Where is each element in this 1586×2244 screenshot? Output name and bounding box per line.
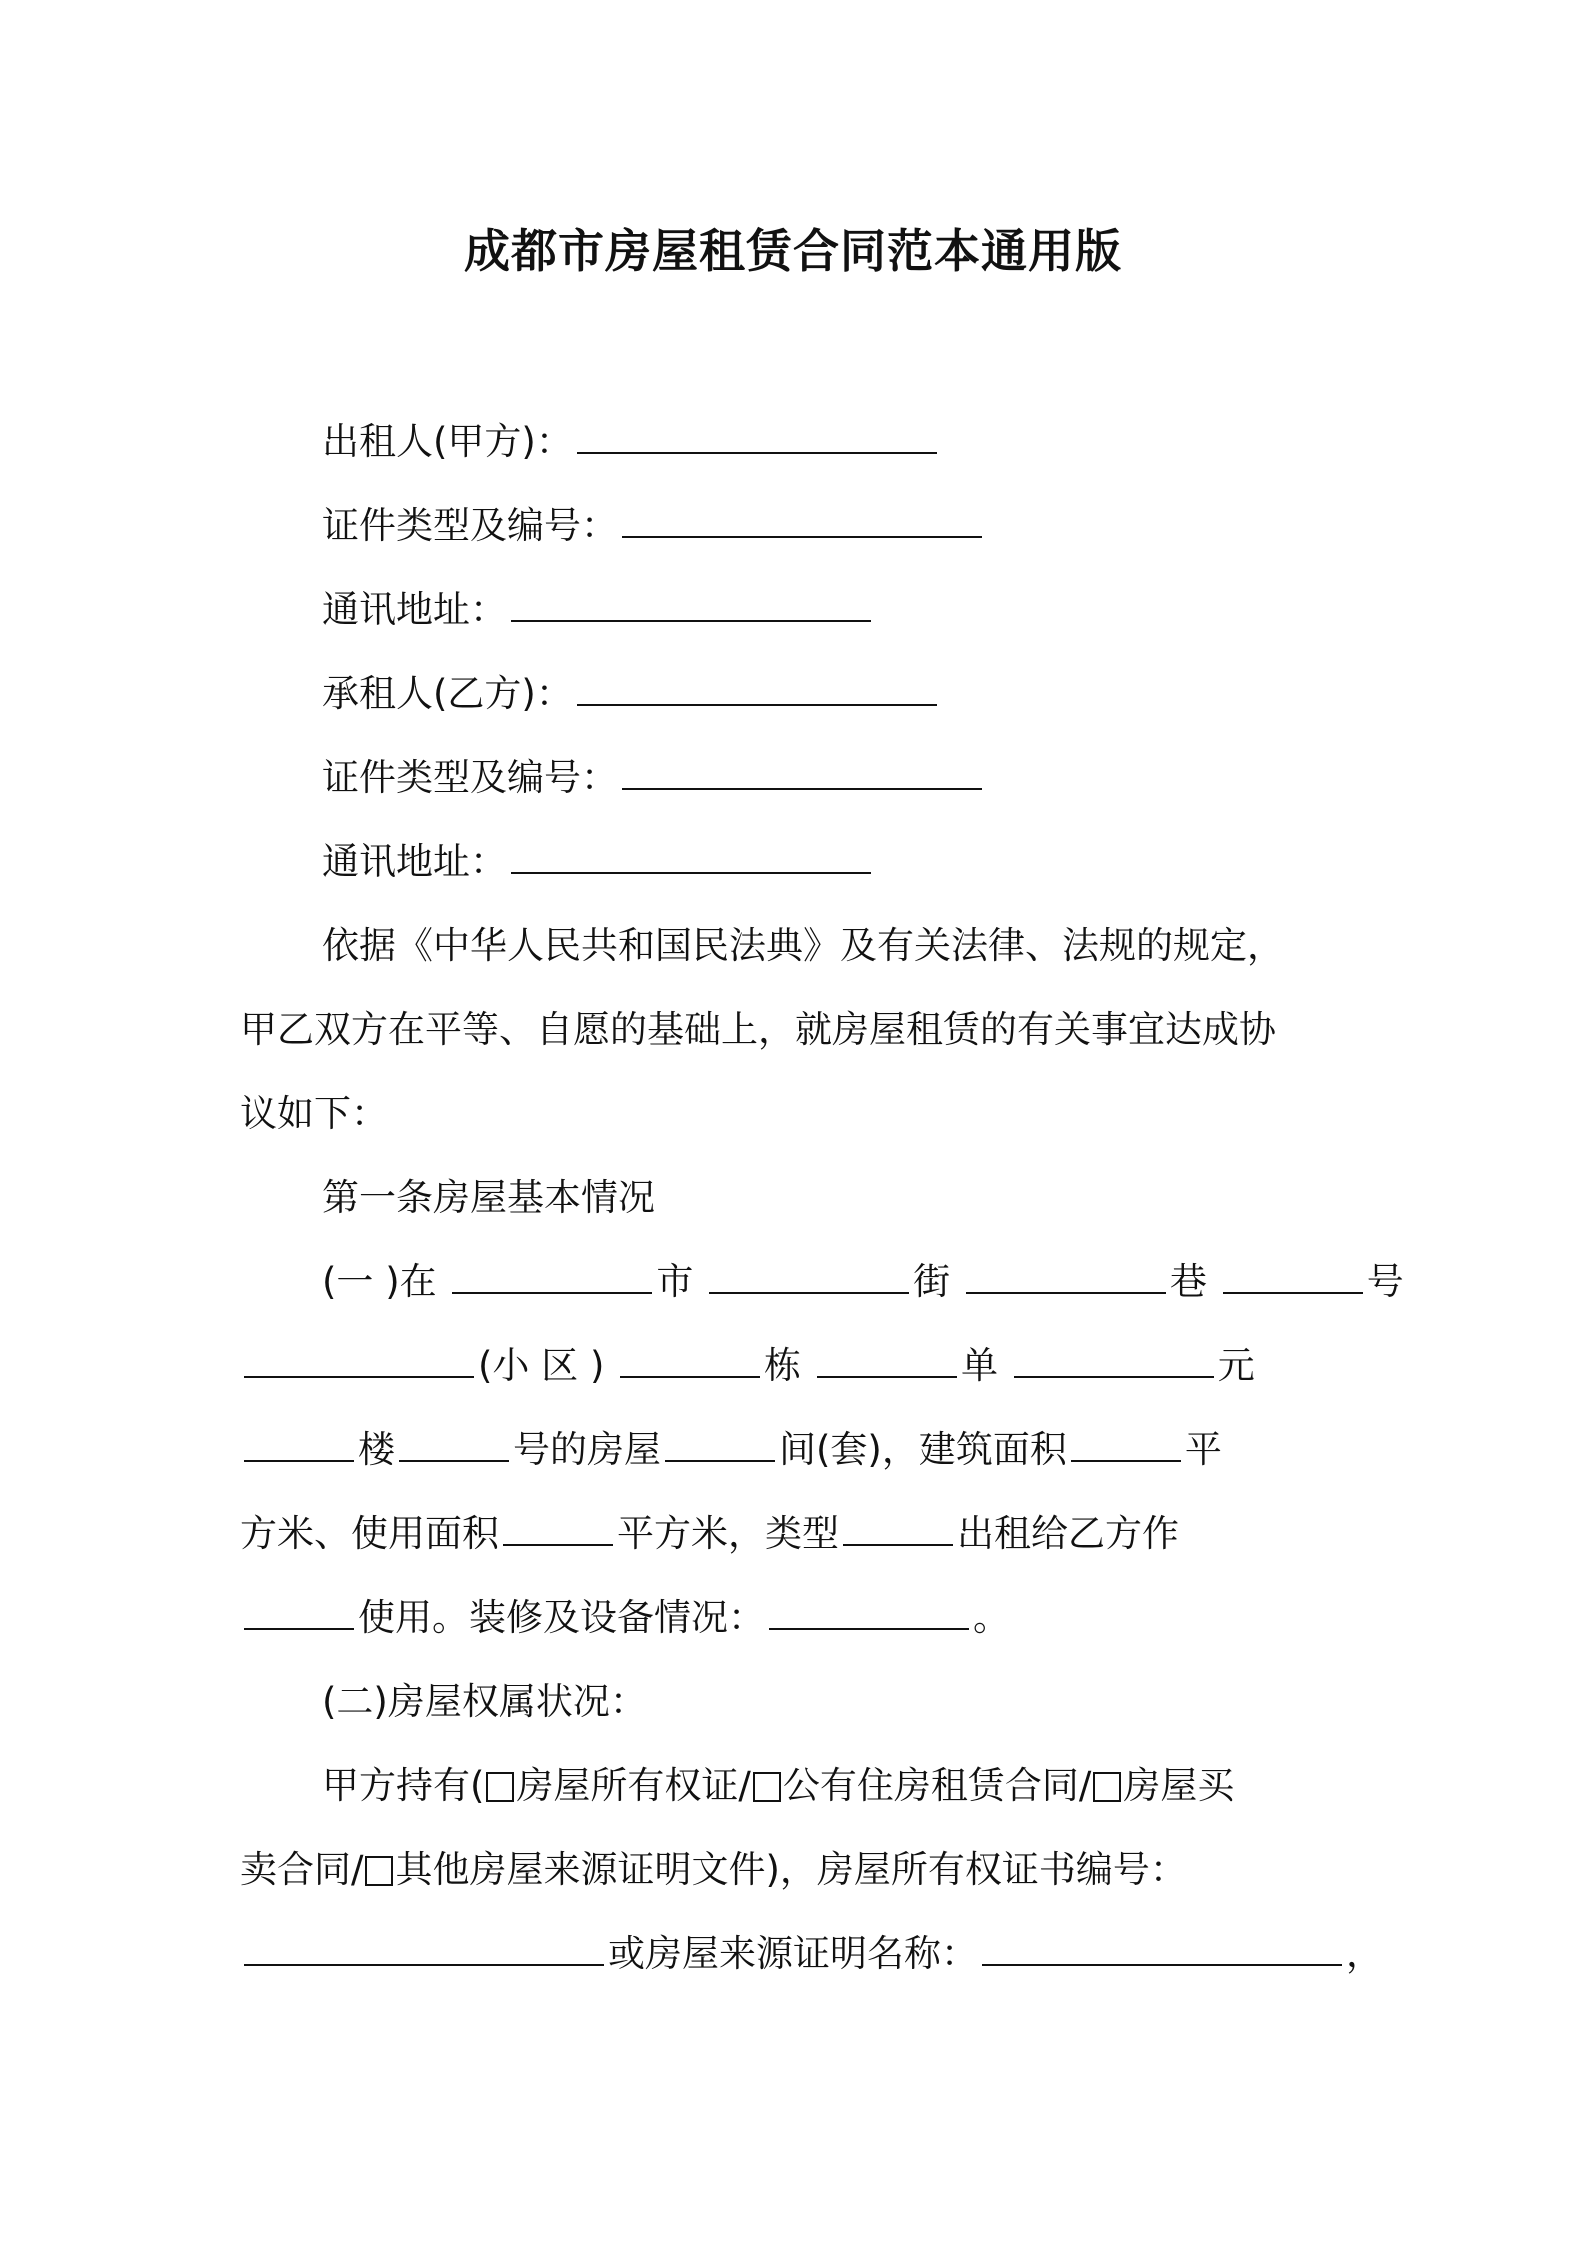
preamble-line-1: 依据《中华人民共和国民法典》及有关法律、法规的规定， (322, 924, 1284, 967)
floor-blank (244, 1423, 354, 1462)
room-number-blank (399, 1423, 509, 1462)
yuan-label: 元 (1217, 1344, 1255, 1387)
contract-body (240, 400, 1404, 1996)
sqm-type-label: 平方米，类型 (617, 1512, 839, 1555)
checkbox-sale-contract[interactable] (1093, 1772, 1121, 1802)
city-blank (452, 1255, 652, 1294)
clause-1-line-2 (240, 1324, 1360, 1408)
opt-public-housing: 公有住房租赁合同/ (782, 1764, 1092, 1807)
party-b-name-blank (577, 667, 937, 706)
party-a-name-blank (577, 415, 937, 454)
party-b-id-line (240, 736, 1360, 820)
party-a-id-label: 证件类型及编号： (322, 504, 618, 547)
party-b-line (240, 652, 1360, 736)
opt-other-source: 其他房屋来源证明文件)，房屋所有权证书编号： (395, 1848, 1187, 1891)
lane-label: 巷 (1169, 1260, 1207, 1303)
city-label: 市 (656, 1260, 694, 1303)
party-a-id-line (240, 484, 1360, 568)
party-b-id-blank (622, 751, 982, 790)
party-a-address-label: 通讯地址： (322, 588, 507, 631)
number-label: 号 (1366, 1260, 1404, 1303)
party-b-address-label: 通讯地址： (322, 840, 507, 883)
use-area-blank (503, 1507, 613, 1546)
preamble-line-3: 议如下： (240, 1092, 388, 1135)
unit-label: 单 (960, 1344, 998, 1387)
period-label: 。 (973, 1596, 1010, 1639)
source-name-blank (982, 1927, 1342, 1966)
type-blank (843, 1507, 953, 1546)
preamble-line-2: 甲乙双方在平等、自愿的基础上，就房屋租赁的有关事宜达成协 (240, 1008, 1276, 1051)
clause-2-line-3 (240, 1912, 1383, 1996)
clause-1-line-1 (240, 1240, 1404, 1324)
street-blank (709, 1255, 909, 1294)
checkbox-other-source[interactable] (365, 1856, 393, 1886)
party-a-id-blank (622, 499, 982, 538)
building-blank (620, 1339, 760, 1378)
clause-2-line-2 (240, 1828, 1360, 1912)
party-b-address-line (240, 820, 1360, 904)
cert-number-blank (244, 1927, 604, 1966)
party-b-id-label: 证件类型及编号： (322, 756, 618, 799)
clause-1-prefix: (一 )在 (322, 1260, 437, 1303)
comma-label: ， (1346, 1932, 1383, 1975)
party-a-label: 出租人(甲方)： (322, 420, 573, 463)
building-label: 栋 (764, 1344, 802, 1387)
clause-1-line-4 (240, 1492, 1360, 1576)
clause-2-heading: (二)房屋权属状况： (322, 1680, 647, 1723)
community-blank (244, 1339, 474, 1378)
clause-1-line-3 (240, 1408, 1360, 1492)
floor-label: 楼 (358, 1428, 395, 1471)
source-name-label: 或房屋来源证明名称： (608, 1932, 978, 1975)
rooms-label: 间(套)，建筑面积 (779, 1428, 1067, 1471)
clause-1-line-5 (240, 1576, 1360, 1660)
build-area-blank (1071, 1423, 1181, 1462)
number-blank (1223, 1255, 1363, 1294)
lease-to-label: 出租给乙方作 (957, 1512, 1179, 1555)
party-b-address-blank (511, 835, 871, 874)
checkbox-ownership-cert[interactable] (486, 1772, 514, 1802)
clause-2-text-a: 甲方持有( (322, 1764, 485, 1807)
room-house-label: 号的房屋 (513, 1428, 661, 1471)
purpose-blank (244, 1591, 354, 1630)
party-b-label: 承租人(乙方)： (322, 672, 573, 715)
community-label: (小 区 ) (478, 1344, 605, 1387)
document-title: 成都市房屋租赁合同范本通用版 (464, 224, 1122, 278)
decoration-blank (769, 1591, 969, 1630)
clause-2-line-1 (240, 1744, 1360, 1828)
yuan-blank (1014, 1339, 1214, 1378)
party-a-address-blank (511, 583, 871, 622)
lane-blank (966, 1255, 1166, 1294)
street-label: 街 (913, 1260, 951, 1303)
party-a-line (240, 400, 1360, 484)
unit-blank (817, 1339, 957, 1378)
sqm-use-label: 方米、使用面积 (240, 1512, 499, 1555)
clause-2-text-b: 卖合同/ (240, 1848, 364, 1891)
opt-ownership-cert: 房屋所有权证/ (516, 1764, 751, 1807)
article-1-heading: 第一条房屋基本情况 (322, 1176, 655, 1219)
ping-label: 平 (1184, 1428, 1222, 1471)
rooms-blank (665, 1423, 775, 1462)
party-a-address-line (240, 568, 1360, 652)
opt-sale-contract: 房屋买 (1123, 1764, 1235, 1807)
checkbox-public-housing[interactable] (753, 1772, 781, 1802)
use-label: 使用。装修及设备情况： (358, 1596, 765, 1639)
